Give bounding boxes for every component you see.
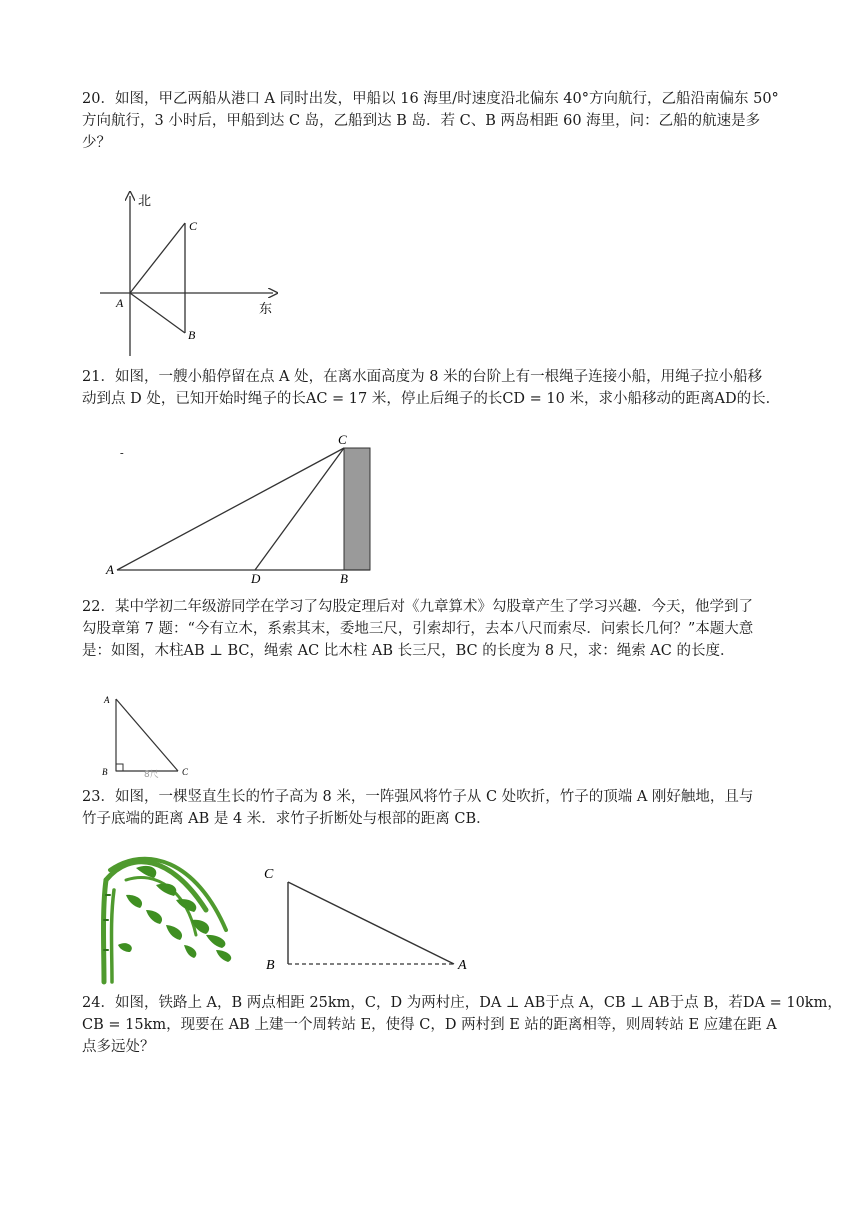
q24-line-2: CB = 15km，现要在 AB 上建一个周转站 E，使得 C，D 两村到 E 站的距离相等，则周转站 E 应建在距 A: [82, 1017, 777, 1033]
label-d: D: [251, 571, 261, 586]
rope-dc: [255, 448, 344, 570]
q21-figure: [100, 430, 400, 586]
segment-ac: [130, 223, 185, 293]
label-b: B: [188, 328, 196, 342]
label-a: A: [116, 296, 124, 310]
q23-line-1: 23．如图，一棵竖直生长的竹子高为 8 米，一阵强风将竹子从 C 处吹折，竹子的顶端 A 刚好触地，且与: [82, 789, 754, 805]
question-21-text: [82, 366, 810, 410]
label-a: A: [458, 958, 467, 973]
right-angle-mark: [116, 764, 123, 771]
q20-figure: [95, 188, 295, 358]
q21-line-2: 动到点 D 处，已知开始时绳子的长AC = 17 米，停止后绳子的长CD = 10 米，求小船移动的距离AD的长．: [82, 391, 781, 407]
segment-ab: [130, 293, 185, 333]
q20-line-2: 方向航行，3 小时后，甲船到达 C 岛，乙船到达 B 岛．若 C、B 两岛相距 60 海里，问：乙船的航速是多: [82, 113, 761, 129]
question-24-text: [82, 992, 842, 1058]
label-b: B: [340, 571, 348, 586]
label-a: A: [104, 695, 110, 705]
broken-part-ca: [288, 882, 454, 964]
q24-line-1: 24．如图，铁路上 A，B 两点相距 25km，C，D 为两村庄，DA ⊥ AB于点 A，CB ⊥ AB于点 B，若DA = 10km，: [82, 995, 842, 1011]
label-b: B: [102, 767, 108, 777]
q24-line-3: 点多远处？: [82, 1039, 155, 1055]
label-north: 北: [138, 194, 152, 209]
label-c: C: [189, 219, 198, 233]
q20-line-3: 少？: [82, 135, 111, 151]
stray-dash: -: [120, 447, 124, 459]
label-east: 东: [259, 302, 273, 317]
q20-line-1: 20．如图，甲乙两船从港口 A 同时出发，甲船以 16 海里/时速度沿北偏东 40°方向航行，乙船沿南偏东 50°: [82, 91, 779, 107]
q23-figure: [258, 858, 488, 978]
question-20-text: [82, 88, 810, 154]
q21-line-1: 21．如图，一艘小船停留在点 A 处，在离水面高度为 8 米的台阶上有一根绳子连接小船，用绳子拉小船移: [82, 369, 763, 385]
label-a: A: [106, 562, 114, 577]
q23-line-2: 竹子底端的距离 AB 是 4 米．求竹子折断处与根部的距离 CB．: [82, 811, 491, 827]
rope-ac: [116, 699, 178, 771]
label-bc-length: 8尺: [144, 770, 159, 780]
label-c: C: [338, 432, 347, 447]
label-c: C: [264, 867, 274, 882]
question-23-text: [82, 786, 810, 830]
label-b: B: [266, 958, 275, 973]
q22-figure: [98, 693, 208, 783]
bamboo-illustration: [96, 850, 241, 985]
q22-line-3: 是：如图，木柱AB ⊥ BC，绳索 AC 比木柱 AB 长三尺，BC 的长度为 8 尺，求：绳索 AC 的长度．: [82, 643, 735, 659]
question-22-text: [82, 596, 810, 662]
step-block: [344, 448, 370, 570]
q22-line-2: 勾股章第 7 题：“今有立木，系索其末，委地三尺，引索却行，去本八尺而索尽．问索长几何？”本题大意: [82, 621, 754, 637]
q22-line-1: 22．某中学初二年级游同学在学习了勾股定理后对《九章算术》勾股章产生了学习兴趣．今天，他学到了: [82, 599, 753, 615]
rope-ac: [117, 448, 344, 570]
label-c: C: [182, 767, 189, 777]
